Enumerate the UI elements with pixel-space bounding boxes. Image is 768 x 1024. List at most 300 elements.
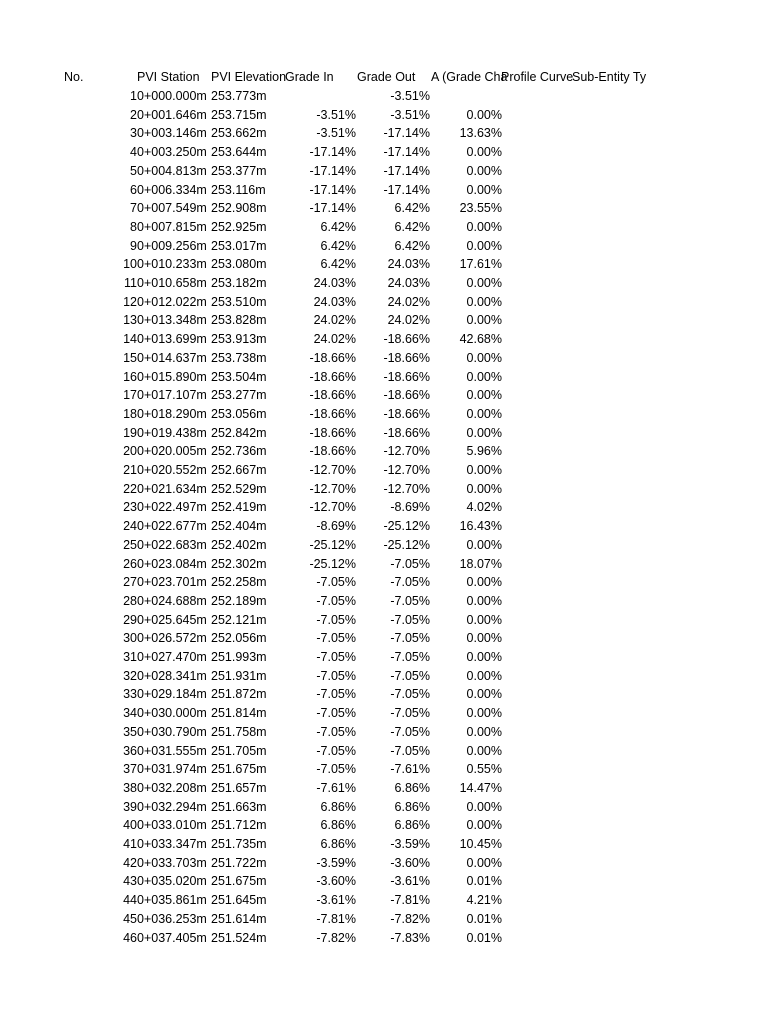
table-row xyxy=(0,611,768,630)
cell-grade-out: -8.69% xyxy=(390,500,430,515)
cell-pvi-station: 0+017.107m xyxy=(137,388,207,403)
cell-grade-in: -3.51% xyxy=(316,107,356,122)
cell-no: 21 xyxy=(123,463,137,477)
cell-pvi-elevation: 252.056m xyxy=(211,631,267,646)
cell-pvi-station: 0+031.555m xyxy=(137,743,207,758)
cell-no: 22 xyxy=(123,481,137,496)
cell-pvi-elevation: 251.657m xyxy=(211,780,267,795)
cell-no: 15 xyxy=(123,350,137,365)
cell-pvi-elevation: 251.675m xyxy=(211,874,267,889)
cell-a-grade-change: 0.01% xyxy=(466,874,502,889)
table-row xyxy=(0,181,768,200)
cell-grade-out: -7.05% xyxy=(390,575,430,590)
cell-no: 16 xyxy=(123,369,137,384)
cell-pvi-elevation: 251.814m xyxy=(211,706,267,721)
cell-a-grade-change: 0.00% xyxy=(466,463,502,477)
table-row xyxy=(0,143,768,162)
cell-grade-in: -3.59% xyxy=(316,855,356,870)
cell-grade-out: -3.51% xyxy=(390,89,430,103)
cell-grade-out: -17.14% xyxy=(383,182,430,197)
cell-pvi-station: 0+032.208m xyxy=(137,780,207,795)
cell-pvi-elevation: 253.080m xyxy=(211,257,267,272)
cell-grade-in: -12.70% xyxy=(309,481,356,496)
cell-pvi-elevation: 253.773m xyxy=(211,89,267,103)
cell-grade-in: 6.86% xyxy=(320,799,356,814)
table-row xyxy=(0,330,768,349)
header-profile-curve: Profile Curve xyxy=(501,70,574,84)
cell-grade-in: -18.66% xyxy=(309,444,356,459)
cell-no: 2 xyxy=(130,107,137,122)
cell-grade-out: -3.51% xyxy=(390,107,430,122)
cell-no: 42 xyxy=(123,855,137,870)
table-row xyxy=(0,816,768,835)
cell-a-grade-change: 0.00% xyxy=(466,668,502,683)
cell-grade-out: -17.14% xyxy=(383,145,430,160)
cell-grade-in: -7.81% xyxy=(316,911,356,926)
cell-a-grade-change: 0.00% xyxy=(466,276,502,290)
cell-grade-in: 6.86% xyxy=(320,837,356,851)
table-row xyxy=(0,237,768,256)
cell-pvi-elevation: 253.377m xyxy=(211,163,267,178)
cell-no: 35 xyxy=(123,724,137,739)
table-row xyxy=(0,498,768,517)
cell-a-grade-change: 0.00% xyxy=(466,799,502,814)
cell-grade-out: 24.03% xyxy=(387,276,430,290)
cell-no: 5 xyxy=(130,163,137,178)
cell-pvi-station: 0+020.005m xyxy=(137,444,207,459)
cell-no: 14 xyxy=(123,332,137,347)
cell-a-grade-change: 0.00% xyxy=(466,369,502,384)
cell-pvi-station: 0+021.634m xyxy=(137,481,207,496)
cell-pvi-station: 0+013.699m xyxy=(137,332,207,347)
cell-grade-in: -7.05% xyxy=(316,743,356,758)
header-a-grade-change: A (Grade Cha xyxy=(431,70,508,84)
cell-pvi-station: 0+020.552m xyxy=(137,463,207,477)
cell-a-grade-change: 0.00% xyxy=(466,145,502,160)
cell-grade-in: 6.42% xyxy=(320,257,356,272)
table-row xyxy=(0,106,768,125)
cell-pvi-station: 0+033.703m xyxy=(137,855,207,870)
cell-pvi-station: 0+025.645m xyxy=(137,612,207,627)
cell-grade-out: -18.66% xyxy=(383,369,430,384)
cell-no: 13 xyxy=(123,313,137,328)
cell-grade-out: -7.05% xyxy=(390,650,430,664)
cell-no: 17 xyxy=(123,388,137,403)
cell-pvi-elevation: 251.735m xyxy=(211,837,267,851)
cell-grade-in: -7.82% xyxy=(316,930,356,945)
cell-pvi-station: 0+003.146m xyxy=(137,126,207,141)
header-pvi-station: PVI Station xyxy=(137,70,200,84)
cell-no: 26 xyxy=(123,556,137,571)
cell-pvi-station: 0+037.405m xyxy=(137,930,207,945)
table-row xyxy=(0,929,768,948)
cell-pvi-station: 0+022.677m xyxy=(137,519,207,534)
cell-a-grade-change: 10.45% xyxy=(459,837,502,851)
cell-grade-out: 6.42% xyxy=(394,201,430,216)
cell-grade-out: -7.81% xyxy=(390,893,430,908)
table-row xyxy=(0,760,768,779)
cell-grade-out: 6.86% xyxy=(394,799,430,814)
cell-a-grade-change: 0.01% xyxy=(466,930,502,945)
table-row xyxy=(0,87,768,106)
cell-no: 4 xyxy=(130,145,137,160)
cell-grade-in: -7.05% xyxy=(316,631,356,646)
cell-no: 12 xyxy=(123,294,137,309)
cell-no: 8 xyxy=(130,219,137,234)
cell-grade-out: -3.59% xyxy=(390,837,430,851)
cell-pvi-station: 0+022.497m xyxy=(137,500,207,515)
header-row xyxy=(0,68,768,87)
cell-no: 24 xyxy=(123,519,137,534)
table-row xyxy=(0,629,768,648)
cell-no: 31 xyxy=(123,650,137,664)
table-row xyxy=(0,798,768,817)
cell-a-grade-change: 0.00% xyxy=(466,406,502,421)
cell-pvi-elevation: 253.828m xyxy=(211,313,267,328)
cell-grade-in: 6.42% xyxy=(320,219,356,234)
cell-pvi-elevation: 251.722m xyxy=(211,855,267,870)
cell-grade-out: -17.14% xyxy=(383,126,430,141)
cell-a-grade-change: 0.00% xyxy=(466,818,502,833)
cell-grade-in: -3.60% xyxy=(316,874,356,889)
cell-grade-out: -3.61% xyxy=(390,874,430,889)
table-row xyxy=(0,218,768,237)
cell-a-grade-change: 0.00% xyxy=(466,313,502,328)
cell-pvi-elevation: 253.662m xyxy=(211,126,267,141)
cell-grade-in: -25.12% xyxy=(309,556,356,571)
cell-pvi-elevation: 252.121m xyxy=(211,612,267,627)
cell-a-grade-change: 0.00% xyxy=(466,163,502,178)
cell-no: 28 xyxy=(123,593,137,608)
cell-pvi-station: 0+018.290m xyxy=(137,406,207,421)
cell-grade-out: -7.05% xyxy=(390,743,430,758)
table-row xyxy=(0,723,768,742)
cell-pvi-elevation: 253.738m xyxy=(211,350,267,365)
cell-grade-out: -18.66% xyxy=(383,406,430,421)
cell-grade-out: -7.05% xyxy=(390,668,430,683)
table-row xyxy=(0,704,768,723)
cell-pvi-station: 0+030.000m xyxy=(137,706,207,721)
cell-pvi-elevation: 251.675m xyxy=(211,762,267,777)
cell-no: 43 xyxy=(123,874,137,889)
cell-pvi-station: 0+001.646m xyxy=(137,107,207,122)
table-row xyxy=(0,293,768,312)
cell-pvi-elevation: 251.758m xyxy=(211,724,267,739)
table-row xyxy=(0,648,768,667)
table-row xyxy=(0,779,768,798)
table-row xyxy=(0,872,768,891)
header-grade-out: Grade Out xyxy=(357,70,416,84)
table-row xyxy=(0,424,768,443)
cell-a-grade-change: 0.00% xyxy=(466,294,502,309)
table-row xyxy=(0,517,768,536)
cell-pvi-station: 0+036.253m xyxy=(137,911,207,926)
cell-a-grade-change: 0.00% xyxy=(466,855,502,870)
cell-a-grade-change: 0.00% xyxy=(466,575,502,590)
cell-a-grade-change: 14.47% xyxy=(459,780,502,795)
cell-no: 29 xyxy=(123,612,137,627)
cell-no: 45 xyxy=(123,911,137,926)
cell-pvi-elevation: 251.712m xyxy=(211,818,267,833)
cell-grade-in: -7.05% xyxy=(316,612,356,627)
cell-pvi-station: 0+014.637m xyxy=(137,350,207,365)
cell-pvi-station: 0+035.861m xyxy=(137,893,207,908)
header-grade-in: Grade In xyxy=(285,70,334,84)
cell-no: 27 xyxy=(123,575,137,590)
cell-pvi-elevation: 252.419m xyxy=(211,500,267,515)
cell-a-grade-change: 0.00% xyxy=(466,219,502,234)
cell-a-grade-change: 0.00% xyxy=(466,724,502,739)
cell-a-grade-change: 0.00% xyxy=(466,481,502,496)
cell-grade-out: -7.05% xyxy=(390,706,430,721)
cell-grade-out: -18.66% xyxy=(383,425,430,440)
header-no: No. xyxy=(64,70,84,84)
cell-grade-out: -18.66% xyxy=(383,350,430,365)
cell-pvi-station: 0+003.250m xyxy=(137,145,207,160)
cell-no: 41 xyxy=(123,837,137,851)
cell-grade-out: -12.70% xyxy=(383,481,430,496)
cell-a-grade-change: 4.02% xyxy=(466,500,502,515)
table-row xyxy=(0,667,768,686)
cell-no: 7 xyxy=(130,201,137,216)
cell-grade-in: -7.05% xyxy=(316,668,356,683)
cell-pvi-elevation: 253.913m xyxy=(211,332,267,347)
cell-grade-in: 6.42% xyxy=(320,238,356,253)
cell-pvi-elevation: 251.645m xyxy=(211,893,267,908)
table-row xyxy=(0,555,768,574)
cell-grade-out: -7.82% xyxy=(390,911,430,926)
cell-a-grade-change: 0.00% xyxy=(466,388,502,403)
cell-grade-in: -7.05% xyxy=(316,593,356,608)
cell-grade-in: -17.14% xyxy=(309,201,356,216)
cell-no: 23 xyxy=(123,500,137,515)
cell-no: 3 xyxy=(130,126,137,141)
cell-pvi-elevation: 251.872m xyxy=(211,687,267,702)
cell-no: 19 xyxy=(123,425,137,440)
cell-pvi-station: 0+019.438m xyxy=(137,425,207,440)
cell-pvi-elevation: 253.715m xyxy=(211,107,267,122)
cell-grade-in: -25.12% xyxy=(309,537,356,552)
table-row xyxy=(0,162,768,181)
cell-no: 46 xyxy=(123,930,137,945)
cell-grade-out: -17.14% xyxy=(383,163,430,178)
cell-a-grade-change: 16.43% xyxy=(459,519,502,534)
cell-pvi-station: 0+010.233m xyxy=(137,257,207,272)
cell-no: 18 xyxy=(123,406,137,421)
cell-no: 34 xyxy=(123,706,137,721)
cell-pvi-elevation: 251.931m xyxy=(211,668,267,683)
table-row xyxy=(0,442,768,461)
cell-no: 9 xyxy=(130,238,137,253)
cell-a-grade-change: 0.00% xyxy=(466,182,502,197)
cell-a-grade-change: 5.96% xyxy=(466,444,502,459)
cell-no: 30 xyxy=(123,631,137,646)
cell-grade-out: 24.03% xyxy=(387,257,430,272)
cell-grade-out: -7.05% xyxy=(390,724,430,739)
cell-pvi-elevation: 251.705m xyxy=(211,743,267,758)
cell-pvi-station: 0+012.022m xyxy=(137,294,207,309)
cell-grade-in: 24.02% xyxy=(313,313,356,328)
cell-pvi-elevation: 252.667m xyxy=(211,463,267,477)
header-pvi-elevation: PVI Elevation xyxy=(211,70,287,84)
cell-grade-in: -12.70% xyxy=(309,463,356,477)
cell-pvi-station: 0+022.683m xyxy=(137,537,207,552)
cell-no: 37 xyxy=(123,762,137,777)
cell-a-grade-change: 13.63% xyxy=(459,126,502,141)
cell-no: 40 xyxy=(123,818,137,833)
cell-a-grade-change: 17.61% xyxy=(459,257,502,272)
cell-pvi-elevation: 253.116m xyxy=(211,182,266,197)
cell-pvi-elevation: 253.644m xyxy=(211,145,267,160)
cell-pvi-station: 0+033.010m xyxy=(137,818,207,833)
cell-pvi-station: 0+000.000m xyxy=(137,89,207,103)
cell-no: 20 xyxy=(123,444,137,459)
cell-grade-out: -7.83% xyxy=(390,930,430,945)
cell-pvi-elevation: 253.277m xyxy=(211,388,267,403)
cell-a-grade-change: 0.00% xyxy=(466,743,502,758)
cell-pvi-elevation: 252.736m xyxy=(211,444,267,459)
cell-a-grade-change: 4.21% xyxy=(466,893,502,908)
header-sub-entity-type: Sub-Entity Ty xyxy=(572,70,647,84)
cell-pvi-elevation: 251.524m xyxy=(211,930,267,945)
cell-grade-out: -7.05% xyxy=(390,687,430,702)
cell-grade-out: 24.02% xyxy=(387,294,430,309)
cell-pvi-station: 0+013.348m xyxy=(137,313,207,328)
cell-grade-in: -7.05% xyxy=(316,650,356,664)
cell-grade-out: 6.42% xyxy=(394,238,430,253)
table-row xyxy=(0,854,768,873)
cell-a-grade-change: 0.00% xyxy=(466,593,502,608)
table-row xyxy=(0,311,768,330)
table-row xyxy=(0,199,768,218)
table-row xyxy=(0,573,768,592)
cell-pvi-station: 0+009.256m xyxy=(137,238,207,253)
cell-pvi-elevation: 251.993m xyxy=(211,650,267,664)
cell-a-grade-change: 0.00% xyxy=(466,350,502,365)
table-row xyxy=(0,536,768,555)
table-row xyxy=(0,255,768,274)
cell-grade-in: 24.02% xyxy=(313,332,356,347)
cell-grade-out: -7.61% xyxy=(390,762,430,777)
cell-grade-out: -7.05% xyxy=(390,612,430,627)
cell-grade-in: -7.05% xyxy=(316,575,356,590)
cell-grade-out: -12.70% xyxy=(383,463,430,477)
cell-grade-in: -17.14% xyxy=(309,163,356,178)
cell-pvi-station: 0+027.470m xyxy=(137,650,207,664)
cell-grade-in: 24.03% xyxy=(313,294,356,309)
cell-no: 32 xyxy=(123,668,137,683)
cell-no: 10 xyxy=(123,257,137,272)
cell-grade-in: -7.05% xyxy=(316,762,356,777)
cell-a-grade-change: 0.01% xyxy=(466,911,502,926)
cell-pvi-elevation: 253.510m xyxy=(211,294,267,309)
table-row xyxy=(0,910,768,929)
cell-pvi-station: 0+031.974m xyxy=(137,762,207,777)
table-row xyxy=(0,835,768,854)
cell-pvi-station: 0+006.334m xyxy=(137,182,207,197)
table-row xyxy=(0,742,768,761)
cell-grade-in: -12.70% xyxy=(309,500,356,515)
cell-grade-out: -18.66% xyxy=(383,388,430,403)
table-row xyxy=(0,405,768,424)
cell-no: 39 xyxy=(123,799,137,814)
cell-pvi-elevation: 251.663m xyxy=(211,799,267,814)
cell-grade-in: -18.66% xyxy=(309,369,356,384)
cell-no: 11 xyxy=(124,276,137,290)
cell-grade-out: -18.66% xyxy=(383,332,430,347)
cell-grade-in xyxy=(285,87,356,106)
cell-pvi-elevation: 252.925m xyxy=(211,219,267,234)
table-row xyxy=(0,685,768,704)
cell-grade-out: 24.02% xyxy=(387,313,430,328)
cell-grade-in: 24.03% xyxy=(313,276,356,290)
cell-pvi-station: 0+004.813m xyxy=(137,163,207,178)
cell-grade-in: -18.66% xyxy=(309,388,356,403)
cell-pvi-station: 0+026.572m xyxy=(137,631,207,646)
cell-grade-in: -17.14% xyxy=(309,145,356,160)
cell-pvi-station: 0+023.701m xyxy=(137,575,207,590)
cell-no: 1 xyxy=(130,89,137,103)
table-row xyxy=(0,592,768,611)
cell-pvi-elevation: 252.258m xyxy=(211,575,267,590)
cell-grade-in: -8.69% xyxy=(316,519,356,534)
cell-grade-out: 6.86% xyxy=(394,818,430,833)
cell-a-grade-change: 0.00% xyxy=(466,631,502,646)
cell-grade-in: 6.86% xyxy=(320,818,356,833)
cell-pvi-station: 0+035.020m xyxy=(137,874,207,889)
table-row xyxy=(0,386,768,405)
cell-pvi-elevation: 252.404m xyxy=(211,519,267,534)
cell-no: 44 xyxy=(123,893,137,908)
cell-pvi-elevation: 253.504m xyxy=(211,369,267,384)
cell-grade-in: -3.61% xyxy=(316,893,356,908)
cell-grade-in: -7.05% xyxy=(316,724,356,739)
cell-no: 38 xyxy=(123,780,137,795)
cell-a-grade-change xyxy=(430,87,502,106)
cell-grade-in: -18.66% xyxy=(309,350,356,365)
cell-a-grade-change: 42.68% xyxy=(459,332,502,347)
table-row xyxy=(0,124,768,143)
table-row xyxy=(0,891,768,910)
cell-a-grade-change: 0.00% xyxy=(466,107,502,122)
cell-a-grade-change: 0.00% xyxy=(466,238,502,253)
cell-no: 25 xyxy=(123,537,137,552)
cell-grade-in: -7.05% xyxy=(316,687,356,702)
table-row xyxy=(0,349,768,368)
cell-a-grade-change: 23.55% xyxy=(459,201,502,216)
cell-pvi-station: 0+033.347m xyxy=(137,837,207,851)
cell-pvi-elevation: 251.614m xyxy=(211,911,267,926)
cell-a-grade-change: 0.00% xyxy=(466,537,502,552)
cell-pvi-elevation: 252.842m xyxy=(211,425,267,440)
cell-a-grade-change: 0.00% xyxy=(466,425,502,440)
cell-grade-in: -18.66% xyxy=(309,406,356,421)
table-row xyxy=(0,461,768,480)
cell-no: 6 xyxy=(130,182,137,197)
cell-grade-out: 6.42% xyxy=(394,219,430,234)
cell-pvi-elevation: 252.189m xyxy=(211,593,267,608)
cell-grade-in: -17.14% xyxy=(309,182,356,197)
cell-grade-out: 6.86% xyxy=(394,780,430,795)
cell-pvi-elevation: 253.182m xyxy=(211,276,267,290)
cell-pvi-elevation: 252.402m xyxy=(211,537,267,552)
table-row xyxy=(0,368,768,387)
cell-grade-out: -12.70% xyxy=(383,444,430,459)
cell-grade-in: -7.05% xyxy=(316,706,356,721)
cell-pvi-station: 0+007.815m xyxy=(137,219,207,234)
cell-a-grade-change: 0.00% xyxy=(466,706,502,721)
cell-pvi-station: 0+030.790m xyxy=(137,724,207,739)
